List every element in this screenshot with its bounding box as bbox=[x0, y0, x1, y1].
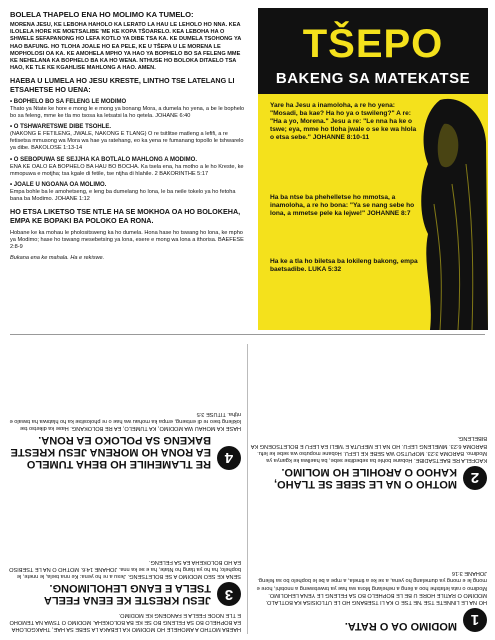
cover-quote-2: Ha ba ntse ba phehelletse ho mmotsa, a inamoloha, a re ho bona: "Ya se nang sebe ho lona, a mmetse pele ka lejwe!" JOHANNE 8:7 bbox=[270, 194, 415, 217]
step-body: HASE KA MOHAU WA MODIMO, KA TUMELO, EA RE BOLOKANG. Hase ka diketso tse lokileng tseo re di entseng, empa ka mohau wa hae o re pholositse ka ho hlatswa ha tswalo e ntjha. TITUSE 3:5 bbox=[9, 410, 241, 431]
step-number: 2 bbox=[463, 466, 487, 490]
closing-body: Hobane ke ka mohau le pholositsweng ka ho dumela. Hona hase ho tswang ho lona, ke mpho ya Modimo; hase ho tswang mesebetsing ya lona, esere e mong wa lona a ithorisa. BAEFESE 2:8-9 bbox=[10, 229, 244, 251]
cover-quote-1: Yare ha Jesu a inamoloha, a re ho yena: "Mosadi, ba kae? Ha ho ya o tswileng?" A re: "Ha a yo, Morena." Jesu a re: "Le nna ha ke o tswe; eya, mme ho tloha jwale o se ke wa hlola o etsa sebe." JOHANNE 8:10-11 bbox=[270, 102, 417, 141]
prayer-text: MORENA JESU, KE LEBOHA HAHOLO KA LERATO LA HAU LE LEHOLO HO NNA. KEA ILOLELA HORE KE MOETSALIBE 'ME KE KOPA TŠOARELO. KEA LEBOHA HA O SHWELE SEFAPANONG HO LEFA KOTLO YA DIBE TSA KA. KE DUMELA TSOHONG YA HAO BAFUNG. HO TLOHA JOALE HO EA PELE, KE U TŠEPA U LE MORENA LE MOPHOLOSI OA KA. KE AMOHELA MPHO YA HAO YA BOPHELO BO SA FELENG MME KE NEHELANA KA BOPHELO BA KA HO WENA. NTHUSE HO BOLOKA DITAELO TSA HAO, KE TLE KE KGAHLISE MAHLONG A HAO. AMEN. bbox=[10, 22, 242, 72]
cover-title: TŠEPO bbox=[302, 22, 444, 66]
benefit-title: • O TSHWARETSWE DIBE TSOHLE. bbox=[10, 124, 112, 131]
closing-heading: HO ETSA LIKETSO TSE NTLE HA SE MOKHOA OA HO BOLOKEHA, EMPA KE BOPAKI BA POLOKO EA RONA. bbox=[10, 207, 241, 226]
step-title: MOTHO O NA LE SEBE SE TLAHO, KAHOO O AROHILE HO MOLIMO. bbox=[274, 466, 457, 490]
benefits-heading: HAEBA U LUMELA HO JESU KRESTE, LINTHO TSE LATELANG LI ETSAHETSE HO UENA: bbox=[10, 76, 235, 95]
benefit-title: • JOALE U NGOANA OA MOLIMO. bbox=[10, 182, 107, 189]
cover-quote-3: Ha ke a tla ho biletsa ba lokileng bakong, empa baetsadibe. LUKA 5:32 bbox=[270, 258, 418, 273]
step-body: KAOFELA RE BAETSADIBE. Hobane bohle ba sebeditse sebe, ba haellwa ke kganya ya Modimo. BAROMA 3:23. MOPUTSO WA SEBE KE LEFU. Hobane moputso wa sebe ke lefu. BAROMA 6:23. MMELENG LEFU. HO NA LE MEFUTA E 'MELI EA LEFU E BOLETSOENG KA BIBELENG. bbox=[251, 435, 487, 463]
prayer-heading: BOLELA THAPELO ENA HO MOLIMO KA TUMELO: bbox=[10, 10, 194, 19]
step-title: MODIMO OA O RATA. bbox=[344, 620, 457, 632]
step-block bbox=[9, 405, 241, 470]
step-number: 4 bbox=[217, 446, 241, 470]
free-note: Bukana ena ke mahala. Ha e rekiswe. bbox=[10, 255, 105, 262]
benefit-item bbox=[10, 99, 248, 120]
step-block bbox=[247, 565, 487, 632]
cover-subtitle: BAKENG SA MATEKATSE bbox=[275, 70, 471, 87]
step-block bbox=[9, 554, 241, 632]
upside-down-steps-section bbox=[0, 336, 495, 640]
step-body: HO NA LE LINNETE TSE 'NE TSE O KA LI TSEBANG HO LE UTLOISISA KA BOTLALO. MODIMO O RATILE HORE U BE LE BOPHELO BO SA FELENG LE YENA LEHOLIMO. Modimo o rata lefatshe hoo a ileng a nehelang Mora wa hae ya tswetsweng a nnotshi, hore e mong le e mong ya dumelang ho yena, a se ke a timela, a mpe a be le bophelo bo sa feleng. JOHANE 3:16 bbox=[256, 570, 487, 605]
benefit-item bbox=[10, 182, 248, 203]
step-title: JESU KRESTE KE EENA FEELA TSELA E EANG LEHOLIMONG. bbox=[44, 582, 211, 607]
left-column bbox=[10, 10, 248, 267]
benefit-body: Thato ya Ntate ke hore e mong le e mong ya bonang Mora, a dumela ho yena, a be le bophelo bo sa feleng, mme ke tla mo tsosa ka letsatsi la ho qetela. JOHANE 6:40 bbox=[10, 105, 245, 119]
benefit-body: Empa bohle ba le amohetseng, e leng ba dumelang ho lona, le ba neile tokelo ya ho fetoha bana ba Modimo. JOHANE 1:12 bbox=[10, 189, 236, 203]
benefit-body: (NAKONG E FETILENG, JWALE, NAKONG E TLANG) O re tsitlitse matleng a lefifi, a re fetisetsa mmusong wa Mora wa hae ya ratehang, eo ka yena re fumanang topollo le tshwarelo ya dibe. BAKOLOSE 1:13-14 bbox=[10, 131, 244, 152]
step-number: 3 bbox=[217, 582, 241, 606]
step-title: RE TLAMEHILE HO BEHA TUMELO EA RONA HO MORENA JESU KRESTE BAKENG SA POLOKO EA RONA. bbox=[10, 434, 211, 470]
step-number: 1 bbox=[463, 608, 487, 632]
step-block bbox=[247, 430, 487, 490]
benefit-item bbox=[10, 157, 248, 178]
cover-panel bbox=[258, 8, 488, 330]
step-body: HAEBA MOTHO A AMOHELE HO MODIMO KA LEBAKA LA SEBE SA HAE, THAKGOLOHA EA BOPHELO BO SA FELENG BO SE KE BA BOLOKEHA. MODIMO O TSWA NA TEMOHO E TLE NOOE FEELA E FANOENG KE MODIMO. bbox=[9, 611, 241, 632]
benefit-body: ENA KE OALO EA BOPHELO BA HAU BO BOCHA. Ka tsela ena, ha motho a le ho Kreste, ke mmopuwa e motjha; tsa kgale di fetile, tse ntjha di hlahile. 2 BAKORINTHE 5:17 bbox=[10, 163, 244, 177]
fold-line bbox=[10, 334, 485, 335]
benefit-item bbox=[10, 124, 248, 153]
step-body: SENA KE SEO MODIMO A SE BOLETSENG. Jesu a re ho yena: Ke nna tsela, le nnete, le bophelo; ha ho ya tlang ho Ntate, ha e se ka nna. JOHANE 14:6. MOTHO O NA LE TSEBISO EA HO BOLOKEHA EA SA FELENG. bbox=[9, 558, 241, 580]
benefit-title: • O SEBOPUWA SE SEJJHA KA BOTLALO MAHLONG A MODIMO. bbox=[10, 156, 197, 163]
benefit-title: • BOPHELO BO SA FELENG LE MODIMO bbox=[10, 98, 127, 105]
